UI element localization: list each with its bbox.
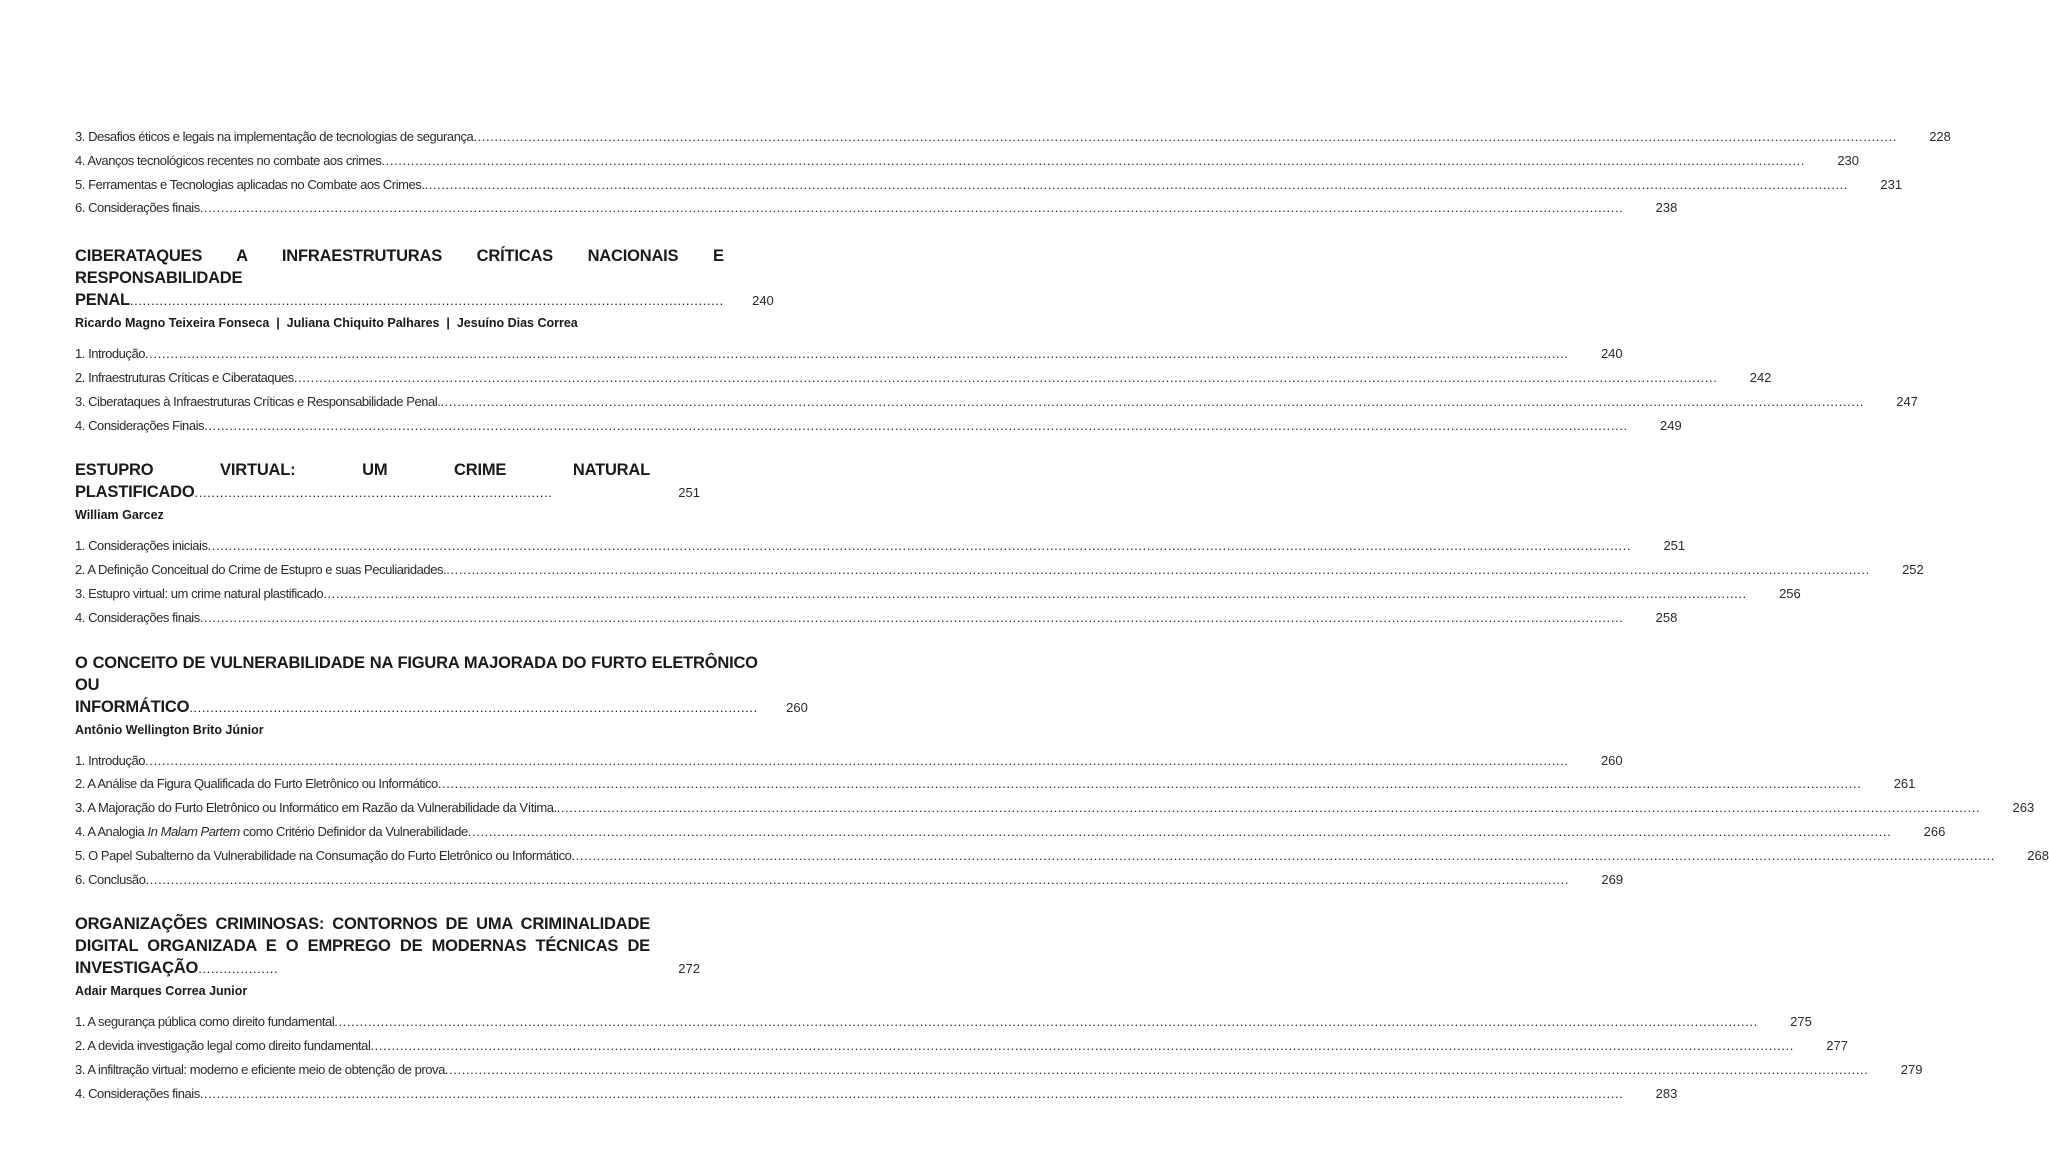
toc-page-number: 242 — [1749, 369, 1772, 385]
dot-leader — [334, 1010, 1758, 1034]
toc-entry[interactable] — [75, 342, 1623, 366]
table-of-contents — [75, 125, 2049, 1106]
chapter-section — [75, 913, 1923, 1105]
dot-leader — [204, 414, 1628, 438]
toc-entry-label: 2. A devida investigação legal como direito fundamental — [75, 1038, 371, 1054]
toc-entry[interactable] — [75, 772, 1916, 796]
toc-entry-label: 1. A segurança pública como direito fundamental — [75, 1014, 335, 1030]
toc-entry-label: 6. Conclusão — [75, 871, 146, 887]
toc-entry[interactable] — [75, 820, 1946, 844]
chapter-authors: Adair Marques Correa Junior — [75, 984, 248, 999]
toc-page-number: 283 — [1655, 1085, 1678, 1101]
toc-entry-label-part: como Critério Definidor da Vulnerabilidade — [239, 823, 468, 839]
toc-entry-label: 6. Considerações finais — [75, 200, 200, 216]
chapter-heading[interactable] — [75, 245, 774, 312]
chapter-page-number: 272 — [678, 961, 700, 977]
toc-entry-label: 1. Introdução — [75, 752, 146, 768]
toc-page-number: 247 — [1896, 393, 1918, 409]
chapter-heading[interactable] — [75, 652, 808, 719]
dot-leader — [446, 558, 1870, 582]
toc-entry[interactable] — [75, 1034, 1848, 1058]
toc-page-number: 268 — [2027, 847, 2049, 863]
toc-entry[interactable] — [75, 844, 2049, 868]
dot-leader — [200, 196, 1624, 220]
chapter-title: ORGANIZAÇÕES CRIMINOSAS: CONTORNOS DE UMA CRIMINALIDADE DIGITAL ORGANIZADA E O EMPREGO DE MODERNAS TÉCNICAS DE INVESTIGAÇÃO — [75, 915, 650, 978]
toc-entry-label: 3. A Majoração do Furto Eletrônico ou Informático em Razão da Vulnerabilidade da Vítima. — [75, 800, 557, 816]
toc-entry-label: 3. A infiltração virtual: moderno e eficiente meio de obtenção de prova — [75, 1061, 445, 1077]
toc-entry[interactable] — [75, 868, 1624, 892]
chapter-authors: Ricardo Magno Teixeira Fonseca | Juliana Chiquito Palhares | Jesuíno Dias Correa — [75, 316, 578, 331]
toc-page-number: 240 — [1600, 346, 1623, 362]
toc-page-number: 251 — [1663, 538, 1686, 554]
toc-entry-label-part: 4. A Analogia — [75, 823, 148, 839]
toc-entry-label: 4. Considerações finais — [75, 1085, 200, 1101]
chapter-section — [75, 245, 1918, 437]
toc-page-number: 258 — [1655, 609, 1678, 625]
toc-page-number: 249 — [1660, 417, 1682, 433]
toc-entry-label: 2. A Análise da Figura Qualificada do Furto Eletrônico ou Informático — [75, 776, 438, 792]
toc-page-number: 260 — [1600, 752, 1623, 768]
toc-entry[interactable] — [75, 796, 2035, 820]
toc-page-number: 266 — [1923, 823, 1946, 839]
toc-entry[interactable] — [75, 1082, 1678, 1106]
toc-entry-label: 2. Infraestruturas Críticas e Ciberataques — [75, 369, 294, 385]
chapter-page-number: 240 — [752, 293, 774, 309]
chapter-title-block — [75, 459, 650, 504]
toc-entry-label: 5. O Papel Subalterno da Vulnerabilidade na Consumação do Furto Eletrônico ou Informático — [75, 847, 572, 863]
toc-entry[interactable] — [75, 1010, 1812, 1034]
toc-page-number: 231 — [1880, 176, 1903, 192]
toc-entry-label: 1. Introdução — [75, 346, 146, 362]
chapter-heading[interactable] — [75, 913, 700, 980]
toc-entry[interactable] — [75, 149, 1860, 173]
toc-entry[interactable] — [75, 749, 1623, 773]
toc-entry[interactable] — [75, 366, 1772, 390]
toc-entry-label: 4. Considerações Finais — [75, 417, 205, 433]
dot-leader — [294, 366, 1718, 390]
toc-entry-label: 4. Avanços tecnológicos recentes no combate aos crimes — [75, 152, 382, 168]
toc-page-number: 269 — [1601, 871, 1624, 887]
dot-leader — [445, 1058, 1869, 1082]
toc-entry-label: 3. Ciberataques à Infraestruturas Críticas e Responsabilidade Penal. — [75, 393, 441, 409]
toc-entry[interactable] — [75, 196, 1678, 220]
dot-leader — [440, 390, 1864, 414]
toc-entry[interactable] — [75, 534, 1686, 558]
chapter-heading[interactable] — [75, 459, 700, 504]
dot-leader: ..................................................................................... — [194, 485, 553, 501]
dot-leader: ....................................................................................................................................... — [189, 699, 758, 715]
toc-entry[interactable] — [75, 582, 1801, 606]
toc-page-number: 261 — [1893, 776, 1916, 792]
toc-entry-label: 3. Desafios éticos e legais na implementação de tecnologias de segurança — [75, 129, 474, 144]
dot-leader — [208, 534, 1632, 558]
chapter-section — [75, 652, 2049, 892]
toc-entry[interactable] — [75, 125, 1951, 149]
toc-entry[interactable] — [75, 558, 1924, 582]
dot-leader — [557, 796, 1981, 820]
toc-entry[interactable] — [75, 1058, 1923, 1082]
toc-page-number: 263 — [2012, 800, 2035, 816]
chapter-title-block — [75, 913, 650, 980]
dot-leader — [468, 820, 1892, 844]
chapter-title: ESTUPRO VIRTUAL: UM CRIME NATURAL PLASTIFICADO — [75, 461, 650, 502]
dot-leader — [473, 125, 1897, 149]
dot-leader — [145, 749, 1569, 773]
toc-entry-label: 2. A Definição Conceitual do Crime de Estupro e suas Peculiaridades. — [75, 562, 447, 578]
toc-page-number: 238 — [1655, 200, 1678, 216]
dot-leader — [145, 868, 1569, 892]
toc-continuation — [75, 125, 1951, 220]
toc-page-number: 228 — [1929, 129, 1951, 144]
chapter-section — [75, 459, 1924, 629]
toc-entry[interactable] — [75, 173, 1903, 197]
toc-entry-label — [75, 820, 468, 844]
toc-entry-label: 4. Considerações finais — [75, 609, 200, 625]
chapter-title: CIBERATAQUES A INFRAESTRUTURAS CRÍTICAS NACIONAIS E RESPONSABILIDADE PENAL — [75, 247, 724, 310]
dot-leader — [200, 606, 1624, 630]
toc-entry[interactable] — [75, 414, 1682, 438]
dot-leader — [370, 1034, 1794, 1058]
toc-entry-label: 5. Ferramentas e Tecnologias aplicadas no Combate aos Crimes. — [75, 176, 425, 192]
toc-page-number: 252 — [1902, 562, 1924, 578]
toc-entry[interactable] — [75, 606, 1678, 630]
dot-leader — [145, 342, 1569, 366]
dot-leader — [438, 772, 1862, 796]
toc-entry-label: 3. Estupro virtual: um crime natural plastificado — [75, 585, 324, 601]
chapter-authors: William Garcez — [75, 508, 164, 523]
dot-leader — [323, 582, 1747, 606]
toc-page-number: 256 — [1779, 585, 1801, 601]
chapter-title: O CONCEITO DE VULNERABILIDADE NA FIGURA MAJORADA DO FURTO ELETRÔNICO OU INFORMÁTICO — [75, 653, 758, 716]
dot-leader: ................... — [198, 961, 279, 977]
toc-entry[interactable] — [75, 390, 1918, 414]
chapter-page-number: 251 — [678, 485, 700, 501]
chapter-title-block — [75, 652, 758, 719]
chapter-authors: Antônio Wellington Brito Júnior — [75, 722, 264, 737]
toc-page-number: 277 — [1826, 1038, 1848, 1054]
dot-leader — [200, 1082, 1624, 1106]
toc-page-number: 230 — [1837, 152, 1860, 168]
dot-leader — [381, 149, 1805, 173]
dot-leader — [425, 173, 1849, 197]
toc-entry-label: 1. Considerações iniciais — [75, 538, 208, 554]
chapter-title-block — [75, 245, 724, 312]
toc-page-number: 279 — [1900, 1061, 1923, 1077]
toc-entry-label-italic: In Malam Partem — [147, 823, 240, 839]
dot-leader: ............................................................................................................................................. — [129, 293, 724, 309]
toc-page-number: 275 — [1790, 1014, 1812, 1030]
dot-leader — [571, 844, 1995, 868]
chapter-page-number: 260 — [786, 699, 808, 715]
